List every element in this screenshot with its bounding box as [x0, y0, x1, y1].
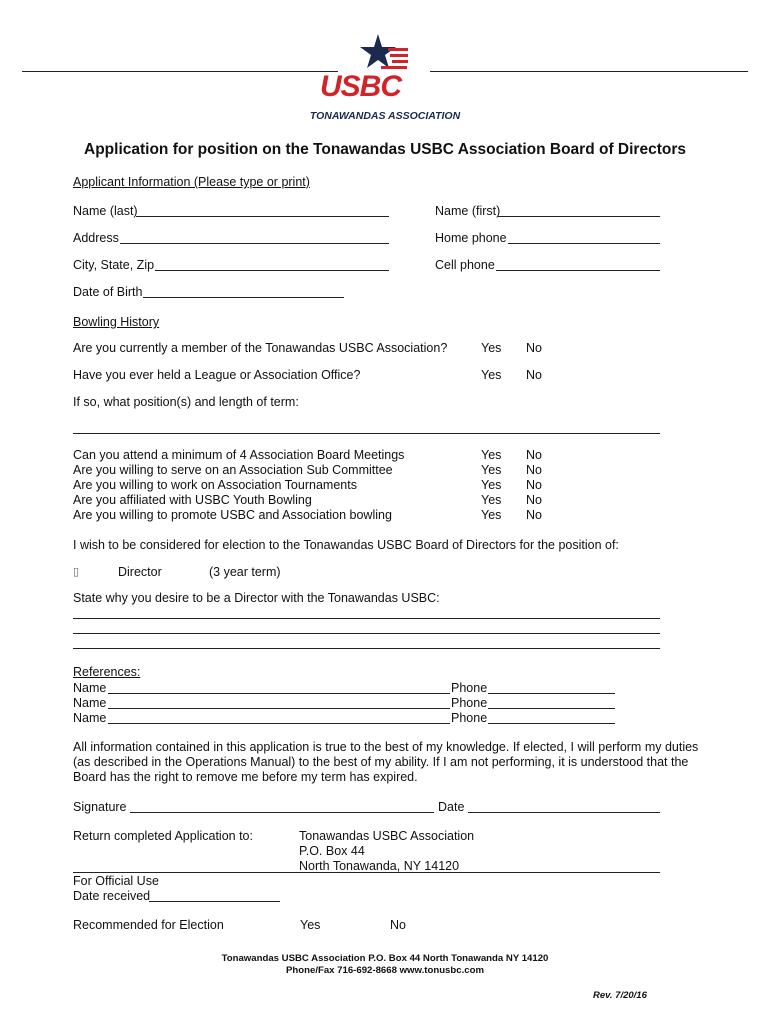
header-rule-left: [22, 71, 338, 72]
why-line-1[interactable]: [73, 618, 660, 619]
director-label: Director: [118, 565, 162, 579]
board-no-4[interactable]: No: [526, 493, 542, 507]
board-question-4: Are you affiliated with USBC Youth Bowling: [73, 493, 312, 507]
name-first-field[interactable]: [498, 216, 660, 217]
office-question: Have you ever held a League or Association Office?: [73, 368, 361, 382]
logo-wordmark: USBC: [320, 70, 402, 103]
board-yes-3[interactable]: Yes: [481, 478, 502, 492]
city-state-zip-label: City, State, Zip: [73, 258, 155, 272]
board-no-1[interactable]: No: [526, 448, 542, 462]
home-phone-label: Home phone: [435, 231, 507, 245]
member-no-option[interactable]: No: [526, 341, 542, 355]
association-name: TONAWANDAS ASSOCIATION: [309, 110, 461, 122]
recommended-label: Recommended for Election: [73, 918, 224, 932]
signature-field[interactable]: [130, 812, 434, 813]
reference-name-label-2: Name: [73, 696, 107, 710]
dob-field[interactable]: [143, 297, 344, 298]
date-received-label: Date received: [73, 889, 151, 903]
director-term: (3 year term): [209, 565, 281, 579]
address-field[interactable]: [120, 243, 389, 244]
reference-name-label-3: Name: [73, 711, 107, 725]
return-address-line-3: North Tonawanda, NY 14120: [299, 859, 460, 873]
footer-contact: Phone/Fax 716-692-8668 www.tonusbc.com: [286, 965, 484, 976]
home-phone-field[interactable]: [508, 243, 660, 244]
address-label: Address: [73, 231, 119, 245]
cell-phone-label: Cell phone: [435, 258, 495, 272]
member-question: Are you currently a member of the Tonawandas USBC Association?: [73, 341, 448, 355]
board-no-3[interactable]: No: [526, 478, 542, 492]
office-yes-option[interactable]: Yes: [481, 368, 502, 382]
date-received-field[interactable]: [149, 901, 280, 902]
dob-label: Date of Birth: [73, 285, 143, 299]
recommended-no-option[interactable]: No: [390, 918, 406, 932]
board-question-2: Are you willing to serve on an Association Sub Committee: [73, 463, 393, 477]
position-term-question: If so, what position(s) and length of term:: [73, 395, 299, 409]
reference-phone-label-2: Phone: [451, 696, 488, 710]
why-line-3[interactable]: [73, 648, 660, 649]
name-last-field[interactable]: [136, 216, 389, 217]
page-title: Application for position on the Tonawandas USBC Association Board of Directors: [84, 141, 686, 158]
revision-date: Rev. 7/20/16: [593, 990, 647, 1001]
return-label: Return completed Application to:: [73, 829, 253, 843]
signature-label: Signature: [73, 800, 127, 814]
references-heading: References:: [73, 665, 141, 679]
position-term-field[interactable]: [73, 433, 660, 434]
director-checkbox-icon[interactable]: ▯: [73, 566, 80, 578]
reference-phone-label-1: Phone: [451, 681, 488, 695]
recommended-yes-option[interactable]: Yes: [300, 918, 321, 932]
office-no-option[interactable]: No: [526, 368, 542, 382]
reference-name-label-1: Name: [73, 681, 107, 695]
bowling-history-heading: Bowling History: [73, 315, 160, 329]
date-field[interactable]: [468, 812, 660, 813]
reference-name-field-2[interactable]: [108, 708, 450, 709]
official-use-rule: [73, 872, 660, 873]
board-no-2[interactable]: No: [526, 463, 542, 477]
cell-phone-field[interactable]: [496, 270, 660, 271]
header-rule-right: [430, 71, 748, 72]
reference-phone-label-3: Phone: [451, 711, 488, 725]
reference-name-field-1[interactable]: [108, 693, 450, 694]
return-address-line-1: Tonawandas USBC Association: [299, 829, 475, 843]
board-question-1: Can you attend a minimum of 4 Association Board Meetings: [73, 448, 405, 462]
name-first-label: Name (first): [435, 204, 501, 218]
member-yes-option[interactable]: Yes: [481, 341, 502, 355]
city-state-zip-field[interactable]: [155, 270, 389, 271]
board-yes-2[interactable]: Yes: [481, 463, 502, 477]
why-director-prompt: State why you desire to be a Director with the Tonawandas USBC:: [73, 591, 440, 605]
footer-address: Tonawandas USBC Association P.O. Box 44 North Tonawanda NY 14120: [221, 953, 549, 964]
applicant-heading: Applicant Information (Please type or print): [73, 175, 310, 189]
board-question-5: Are you willing to promote USBC and Association bowling: [73, 508, 392, 522]
reference-phone-field-1[interactable]: [488, 693, 615, 694]
board-yes-1[interactable]: Yes: [481, 448, 502, 462]
reference-name-field-3[interactable]: [108, 723, 450, 724]
board-question-3: Are you willing to work on Association Tournaments: [73, 478, 357, 492]
name-last-label: Name (last): [73, 204, 138, 218]
official-use-heading: For Official Use: [73, 874, 159, 888]
usbc-logo: [318, 28, 453, 108]
election-statement: I wish to be considered for election to the Tonawandas USBC Board of Directors for the position of:: [73, 538, 619, 552]
reference-phone-field-3[interactable]: [488, 723, 615, 724]
certification-paragraph: All information contained in this application is true to the best of my knowledge. If elected, I will perform my duties (as described in the Operations Manual) to the best of my ability. If I am not performing, it is understood that the Board has the right to remove me before my term has expired.: [73, 740, 699, 784]
board-yes-4[interactable]: Yes: [481, 493, 502, 507]
date-label: Date: [438, 800, 465, 814]
board-no-5[interactable]: No: [526, 508, 542, 522]
reference-phone-field-2[interactable]: [488, 708, 615, 709]
board-yes-5[interactable]: Yes: [481, 508, 502, 522]
return-address-line-2: P.O. Box 44: [299, 844, 365, 858]
why-line-2[interactable]: [73, 633, 660, 634]
